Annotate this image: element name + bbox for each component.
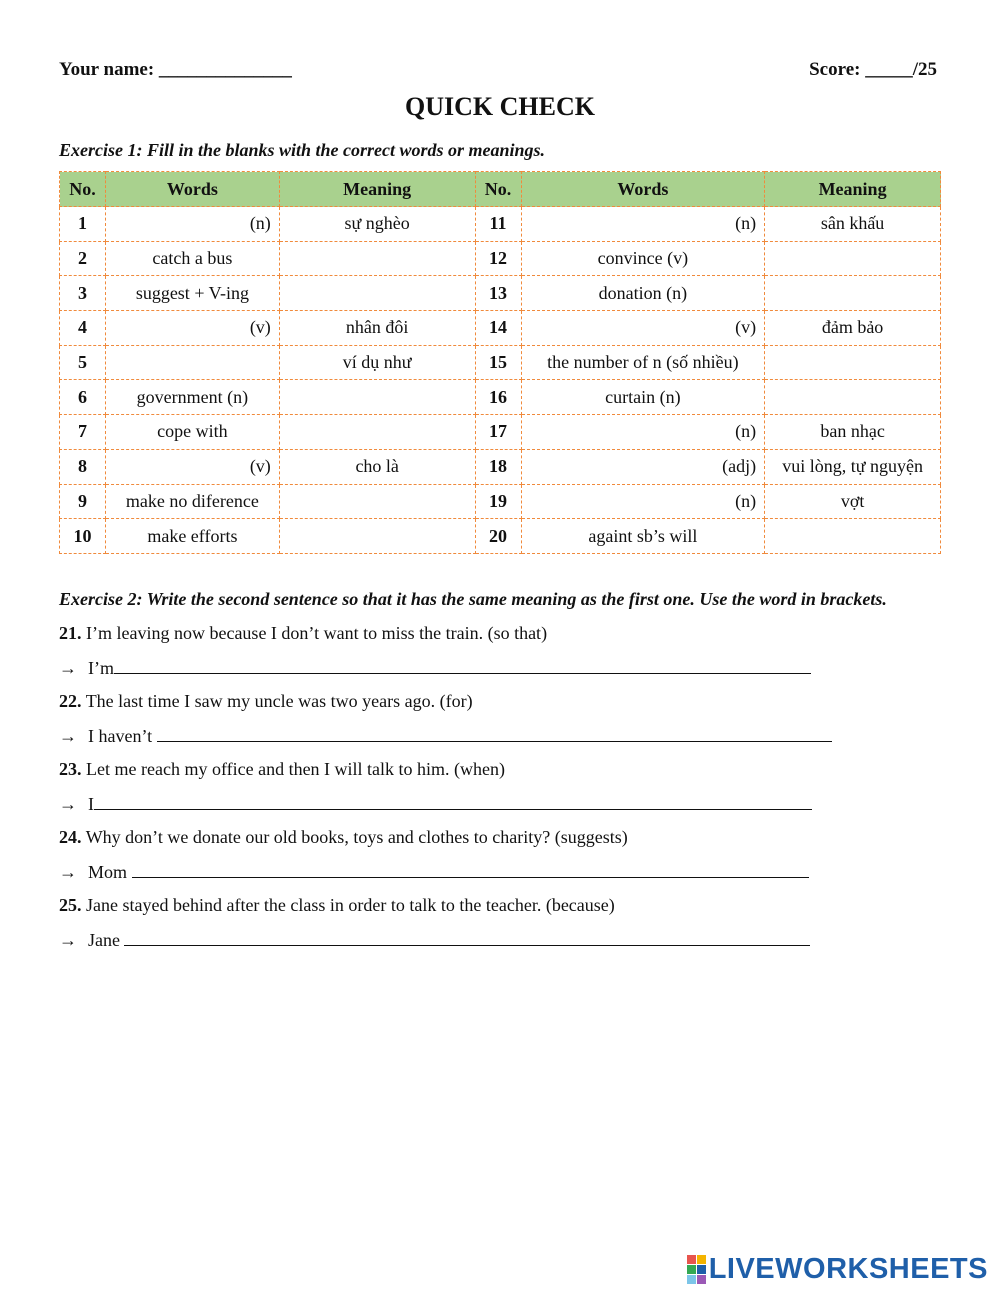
meaning-cell: nhân đôi bbox=[279, 311, 475, 346]
word-cell[interactable]: (v) bbox=[521, 311, 765, 346]
question bbox=[59, 688, 832, 722]
answer-start: I bbox=[88, 794, 94, 814]
meaning-cell[interactable] bbox=[765, 345, 941, 380]
question-number: 22. bbox=[59, 691, 82, 711]
word-cell[interactable]: (n) bbox=[521, 484, 765, 519]
table-header-row bbox=[60, 172, 941, 207]
meaning-cell: vợt bbox=[765, 484, 941, 519]
row-number: 1 bbox=[60, 207, 106, 242]
row-number: 16 bbox=[475, 380, 521, 415]
column-header: Meaning bbox=[279, 172, 475, 207]
answer-line bbox=[59, 722, 832, 756]
question bbox=[59, 756, 832, 790]
answer-blank[interactable] bbox=[114, 655, 811, 674]
header-row bbox=[59, 59, 937, 83]
row-number: 10 bbox=[60, 519, 106, 554]
question-text: Why don’t we donate our old books, toys and clothes to charity? (suggests) bbox=[85, 827, 628, 847]
row-number: 11 bbox=[475, 207, 521, 242]
table-row bbox=[60, 380, 941, 415]
arrow-icon: → bbox=[59, 726, 77, 746]
meaning-cell[interactable] bbox=[765, 519, 941, 554]
row-number: 13 bbox=[475, 276, 521, 311]
word-cell: suggest + V-ing bbox=[105, 276, 279, 311]
word-cell: make no diference bbox=[105, 484, 279, 519]
arrow-icon: → bbox=[59, 930, 77, 950]
meaning-cell: ví dụ như bbox=[279, 345, 475, 380]
answer-line bbox=[59, 858, 832, 892]
row-number: 14 bbox=[475, 311, 521, 346]
question bbox=[59, 892, 832, 926]
meaning-cell: đảm bảo bbox=[765, 311, 941, 346]
logo-square bbox=[687, 1265, 696, 1274]
logo-text: LIVEWORKSHEETS bbox=[708, 1252, 988, 1285]
word-cell: convince (v) bbox=[521, 241, 765, 276]
word-cell[interactable]: (n) bbox=[521, 415, 765, 450]
question-number: 24. bbox=[59, 827, 82, 847]
page-title: QUICK CHECK bbox=[405, 92, 595, 121]
table-row bbox=[60, 415, 941, 450]
question-number: 21. bbox=[59, 623, 82, 643]
row-number: 7 bbox=[60, 415, 106, 450]
question-text: Jane stayed behind after the class in order to talk to the teacher. (because) bbox=[86, 895, 615, 915]
meaning-cell: sân khấu bbox=[765, 207, 941, 242]
meaning-cell[interactable] bbox=[279, 415, 475, 450]
meaning-cell[interactable] bbox=[765, 276, 941, 311]
question-number: 23. bbox=[59, 759, 82, 779]
table-row bbox=[60, 207, 941, 242]
row-number: 18 bbox=[475, 449, 521, 484]
question bbox=[59, 620, 832, 654]
meaning-cell[interactable] bbox=[765, 380, 941, 415]
row-number: 6 bbox=[60, 380, 106, 415]
name-label: Your name: ______________ bbox=[59, 59, 292, 80]
word-cell: donation (n) bbox=[521, 276, 765, 311]
row-number: 15 bbox=[475, 345, 521, 380]
column-header: Meaning bbox=[765, 172, 941, 207]
word-cell[interactable]: (v) bbox=[105, 311, 279, 346]
word-cell[interactable] bbox=[105, 345, 279, 380]
row-number: 12 bbox=[475, 241, 521, 276]
meaning-cell[interactable] bbox=[279, 380, 475, 415]
table-row bbox=[60, 311, 941, 346]
word-cell[interactable]: (n) bbox=[105, 207, 279, 242]
table-row bbox=[60, 449, 941, 484]
question bbox=[59, 824, 832, 858]
meaning-cell[interactable] bbox=[279, 484, 475, 519]
logo-square bbox=[697, 1275, 706, 1284]
row-number: 20 bbox=[475, 519, 521, 554]
exercise2-heading: Exercise 2: Write the second sentence so that it has the same meaning as the first one. Use the word in brackets. bbox=[59, 589, 887, 609]
meaning-cell: sự nghèo bbox=[279, 207, 475, 242]
row-number: 2 bbox=[60, 241, 106, 276]
answer-start: I haven’t bbox=[88, 726, 153, 746]
logo-square bbox=[687, 1275, 696, 1284]
meaning-cell: ban nhạc bbox=[765, 415, 941, 450]
row-number: 9 bbox=[60, 484, 106, 519]
score-label: Score: _____/25 bbox=[809, 59, 937, 80]
table-row bbox=[60, 241, 941, 276]
logo-square bbox=[697, 1265, 706, 1274]
meaning-cell[interactable] bbox=[765, 241, 941, 276]
answer-line bbox=[59, 790, 832, 824]
column-header: Words bbox=[105, 172, 279, 207]
word-cell: curtain (n) bbox=[521, 380, 765, 415]
word-cell: catch a bus bbox=[105, 241, 279, 276]
word-cell: the number of n (số nhiều) bbox=[521, 345, 765, 380]
logo-grid-icon bbox=[687, 1255, 706, 1284]
question-number: 25. bbox=[59, 895, 82, 915]
exercise1-heading: Exercise 1: Fill in the blanks with the correct words or meanings. bbox=[59, 140, 546, 160]
row-number: 8 bbox=[60, 449, 106, 484]
question-text: Let me reach my office and then I will talk to him. (when) bbox=[86, 759, 506, 779]
word-cell: government (n) bbox=[105, 380, 279, 415]
table-row bbox=[60, 519, 941, 554]
logo-square bbox=[697, 1255, 706, 1264]
meaning-cell[interactable] bbox=[279, 241, 475, 276]
answer-start: Jane bbox=[88, 930, 120, 950]
answer-line bbox=[59, 654, 832, 688]
meaning-cell: vui lòng, tự nguyện bbox=[765, 449, 941, 484]
word-cell[interactable]: (adj) bbox=[521, 449, 765, 484]
answer-blank[interactable] bbox=[157, 723, 832, 742]
arrow-icon: → bbox=[59, 862, 77, 882]
word-cell: cope with bbox=[105, 415, 279, 450]
answer-line bbox=[59, 926, 832, 960]
row-number: 19 bbox=[475, 484, 521, 519]
column-header: No. bbox=[60, 172, 106, 207]
question-text: I’m leaving now because I don’t want to miss the train. (so that) bbox=[86, 623, 548, 643]
word-cell[interactable]: (v) bbox=[105, 449, 279, 484]
exercise2-questions bbox=[59, 620, 832, 960]
column-header: Words bbox=[521, 172, 765, 207]
word-cell: againt sb’s will bbox=[521, 519, 765, 554]
table-row bbox=[60, 345, 941, 380]
table-row bbox=[60, 276, 941, 311]
vocabulary-table bbox=[59, 171, 941, 554]
arrow-icon: → bbox=[59, 658, 77, 678]
row-number: 17 bbox=[475, 415, 521, 450]
liveworksheets-logo bbox=[687, 1254, 988, 1284]
meaning-cell[interactable] bbox=[279, 276, 475, 311]
arrow-icon: → bbox=[59, 794, 77, 814]
row-number: 4 bbox=[60, 311, 106, 346]
row-number: 3 bbox=[60, 276, 106, 311]
answer-start: Mom bbox=[88, 862, 128, 882]
table-row bbox=[60, 484, 941, 519]
answer-blank[interactable] bbox=[94, 791, 812, 810]
answer-blank[interactable] bbox=[124, 927, 810, 946]
meaning-cell[interactable] bbox=[279, 519, 475, 554]
word-cell[interactable]: (n) bbox=[521, 207, 765, 242]
logo-square bbox=[687, 1255, 696, 1264]
word-cell: make efforts bbox=[105, 519, 279, 554]
answer-start: I’m bbox=[88, 658, 114, 678]
question-text: The last time I saw my uncle was two years ago. (for) bbox=[85, 691, 473, 711]
column-header: No. bbox=[475, 172, 521, 207]
row-number: 5 bbox=[60, 345, 106, 380]
answer-blank[interactable] bbox=[132, 859, 809, 878]
meaning-cell: cho là bbox=[279, 449, 475, 484]
